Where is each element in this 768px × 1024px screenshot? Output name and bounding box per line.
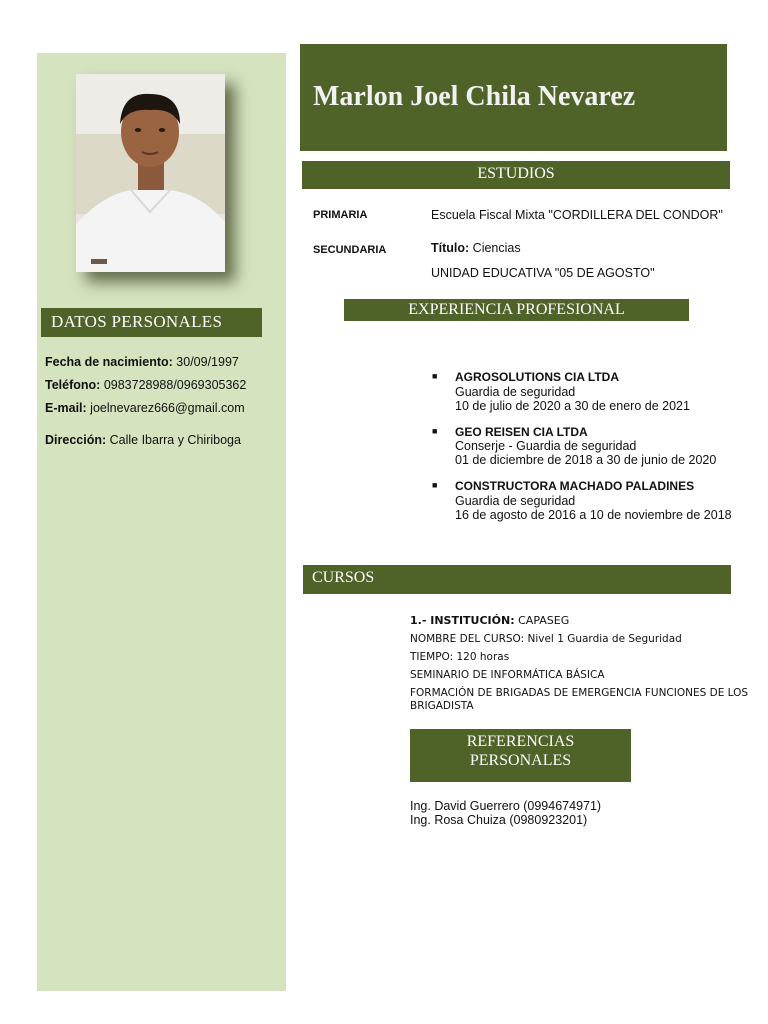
studies-header <box>302 161 730 189</box>
degree-row <box>431 241 521 255</box>
secondary-school: UNIDAD EDUCATIVA "05 DE AGOSTO" <box>431 266 655 280</box>
references-title-line1: REFERENCIAS <box>466 733 575 750</box>
course-institution-row <box>410 614 569 627</box>
references-title-line2: PERSONALES <box>469 752 572 769</box>
phone-value: 0983728988/0969305362 <box>103 378 247 392</box>
personal-data-header <box>41 308 262 337</box>
experience-header <box>344 299 689 321</box>
job-role: Conserje - Guardia de seguridad <box>455 439 637 453</box>
job-company: AGROSOLUTIONS CIA LTDA <box>455 370 619 384</box>
studies-title: ESTUDIOS <box>477 165 555 182</box>
email-row <box>45 401 245 415</box>
courses-header <box>303 565 731 594</box>
course-brigades-line1: FORMACIÓN DE BRIGADAS DE EMERGENCIA FUNCIONES DE LOS <box>410 687 749 699</box>
reference-item: Ing. David Guerrero (0994674971) <box>410 799 602 813</box>
birth-date-value: 30/09/1997 <box>176 355 239 369</box>
bullet-icon: ■ <box>432 480 438 490</box>
email-value: joelnevarez666@gmail.com <box>90 401 245 415</box>
email-label: E-mail: <box>45 401 87 415</box>
institution-label: 1.- INSTITUCIÓN: <box>410 614 515 627</box>
job-period: 16 de agosto de 2016 a 10 de noviembre de 2018 <box>455 508 732 522</box>
profile-photo <box>76 74 225 272</box>
job-item <box>432 425 742 475</box>
name-header <box>300 44 727 151</box>
job-role: Guardia de seguridad <box>455 385 576 399</box>
job-company: CONSTRUCTORA MACHADO PALADINES <box>455 479 695 493</box>
degree-value: Ciencias <box>472 241 521 255</box>
birth-date-label: Fecha de nacimiento: <box>45 355 173 369</box>
primary-value: Escuela Fiscal Mixta "CORDILLERA DEL CONDOR" <box>431 208 723 222</box>
address-label: Dirección: <box>45 433 107 447</box>
personal-data-title: DATOS PERSONALES <box>51 312 223 331</box>
institution-value: CAPASEG <box>518 614 570 627</box>
reference-item: Ing. Rosa Chuiza (0980923201) <box>410 813 588 827</box>
job-item <box>432 370 742 420</box>
address-value: Calle Ibarra y Chiriboga <box>109 433 241 447</box>
address-row <box>45 433 241 447</box>
primary-label: PRIMARIA <box>313 209 368 221</box>
course-name: NOMBRE DEL CURSO: Nivel 1 Guardia de Seguridad <box>410 633 682 645</box>
job-period: 10 de julio de 2020 a 30 de enero de 2021 <box>455 399 690 413</box>
phone-label: Teléfono: <box>45 378 101 392</box>
birth-date-row <box>45 355 239 369</box>
references-header <box>410 729 631 782</box>
bullet-icon: ■ <box>432 371 438 381</box>
degree-label: Título: <box>431 241 470 255</box>
job-role: Guardia de seguridad <box>455 494 576 508</box>
job-period: 01 de diciembre de 2018 a 30 de junio de 2020 <box>455 453 717 467</box>
courses-title: CURSOS <box>312 569 375 586</box>
course-brigades-line2: BRIGADISTA <box>410 700 474 712</box>
job-company: GEO REISEN CIA LTDA <box>455 425 588 439</box>
bullet-icon: ■ <box>432 426 438 436</box>
course-time: TIEMPO: 120 horas <box>410 651 510 663</box>
phone-row <box>45 378 246 392</box>
experience-title: EXPERIENCIA PROFESIONAL <box>408 301 625 318</box>
job-item <box>432 479 742 529</box>
secondary-label: SECUNDARIA <box>313 244 387 256</box>
course-seminar: SEMINARIO DE INFORMÁTICA BÁSICA <box>410 669 605 681</box>
full-name: Marlon Joel Chila Nevarez <box>313 81 636 112</box>
